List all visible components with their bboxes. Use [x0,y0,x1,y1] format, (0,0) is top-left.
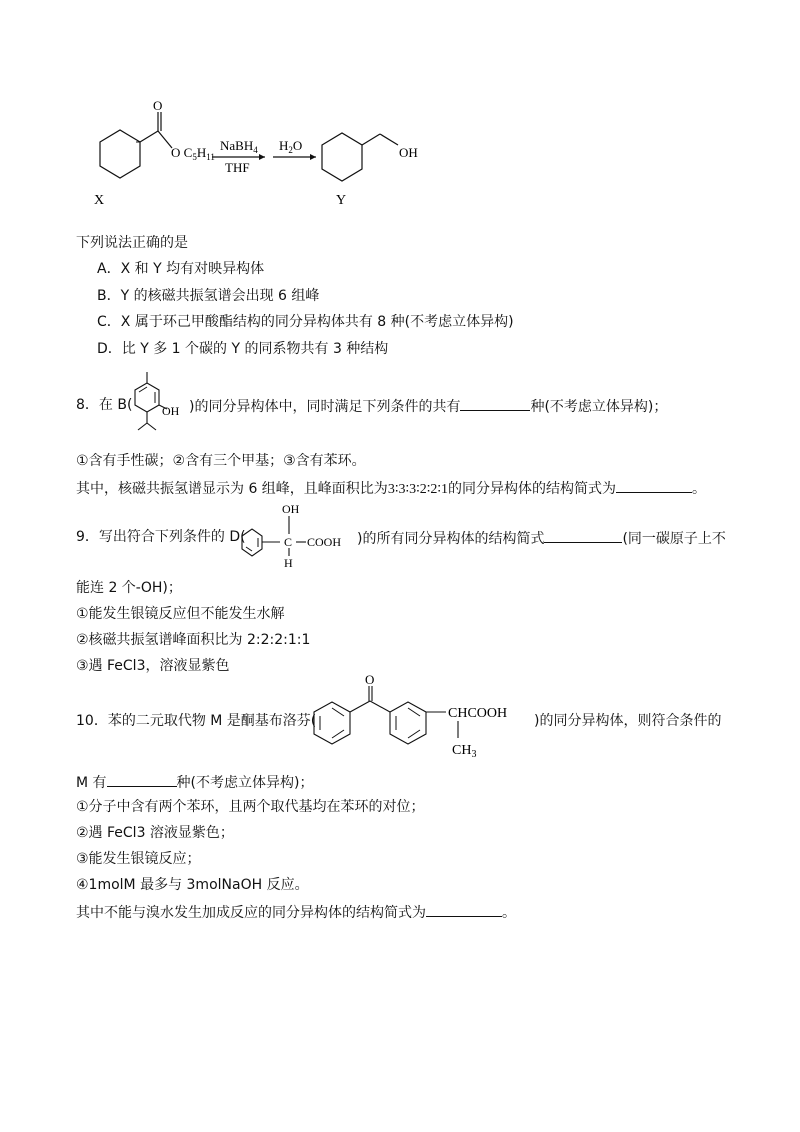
q10-suffix: )的同分异构体，则符合条件的 [534,713,722,729]
q10-line2-a: M 有 [76,775,107,791]
q10-condition-2: ②遇 FeCl3 溶液显紫色； [76,825,234,841]
q7-stem: 下列说法正确的是 [76,235,188,251]
q8-answer-blank-1[interactable] [460,396,530,411]
q8-answer-blank-2[interactable] [616,478,692,493]
q10-answer-blank-2[interactable] [426,902,502,917]
q10-side-chain: CHCOOH [448,706,508,721]
q8-conditions: ①含有手性碳；②含有三个甲基；③含有苯环。 [76,453,366,469]
q7-option-b: B．Y 的核磁共振氢谱会出现 6 组峰 [97,288,320,304]
q8-oh-label: OH [162,404,180,418]
hydroxyl-label: OH [399,145,418,160]
q9-cooh-label: COOH [307,535,342,549]
label-x: X [94,193,105,208]
q9-question-line [357,528,726,548]
q9-condition-3: ③遇 FeCl3，溶液显紫色 [76,658,230,674]
q8-suffix-1: )的同分异构体中，同时满足下列条件的共有 [189,399,461,415]
label-y: Y [336,193,347,208]
q7-option-c: C．X 属于环己甲酸酯结构的同分异构体共有 8 种(不考虑立体异构) [97,314,514,330]
q7-option-a: A．X 和 Y 均有对映异构体 [97,261,265,277]
q8-line2-a: 其中，核磁共振氢谱显示为 6 组峰，且峰面积比为 [76,481,388,497]
q9-suffix-2: (同一碳原子上不 [622,531,726,547]
q8-question-line [189,396,667,416]
q9-c-label: C [284,535,293,549]
q9-prefix: 9．写出符合下列条件的 D( [76,529,246,545]
cyclohexane-ring-x [100,130,140,178]
reaction-scheme [60,100,460,220]
q8-line2-b: 的同分异构体的结构简式为 [448,481,617,497]
q9-oh-label: OH [282,502,300,516]
reagent-thf: THF [225,160,250,175]
q8-line2 [76,478,706,499]
q10-line2-b: 种(不考虑立体异构)； [176,775,314,791]
q8-suffix-2: 种(不考虑立体异构)； [530,399,668,415]
cyclohexane-ring-y [322,133,362,181]
q7-option-d: D．比 Y 多 1 个碳的 Y 的同系物共有 3 种结构 [97,341,389,357]
reagent-nabh4: NaBH$_4$ [220,138,258,155]
q10-final-line [76,902,516,922]
carbonyl-oxygen: O [153,100,163,113]
q10-condition-3: ③能发生银镜反应； [76,851,201,867]
q10-condition-4: ④1molM 最多与 3molNaOH 反应。 [76,877,309,893]
q9-h-label: H [284,556,293,568]
q9-line2: 能连 2 个-OH)； [76,580,182,596]
q10-prefix: 10．苯的二元取代物 M 是酮基布洛芬( [76,713,317,729]
q9-structure-d [238,500,358,568]
q10-methyl: $CH_3$ [452,743,477,760]
q9-suffix-1: )的所有同分异构体的结构简式 [357,531,545,547]
ester-group-label: O $C_5H_{11}$ [171,145,215,162]
q9-condition-2: ②核磁共振氢谱峰面积比为 2:2:2:1:1 [76,632,311,648]
q10-answer-blank-1[interactable] [107,772,177,787]
q8-line2-end: 。 [692,481,707,497]
q9-answer-blank[interactable] [544,528,622,543]
q10-final-end: 。 [502,905,516,921]
q10-line2 [76,772,313,792]
q10-final-a: 其中不能与溴水发生加成反应的同分异构体的结构简式为 [76,905,426,921]
q8-structure-b [120,368,190,443]
q8-ratio: 3∶3∶3∶2∶2∶1 [387,482,449,497]
q10-condition-1: ①分子中含有两个苯环，且两个取代基均在苯环的对位； [76,799,425,815]
q8-prefix: 8．在 B( [76,397,133,413]
q9-condition-1: ①能发生银镜反应但不能发生水解 [76,606,285,622]
reagent-h2o: $H_2O$ [279,138,303,155]
q10-carbonyl-o: O [365,672,375,687]
q10-structure-ketoprofen [298,672,548,762]
